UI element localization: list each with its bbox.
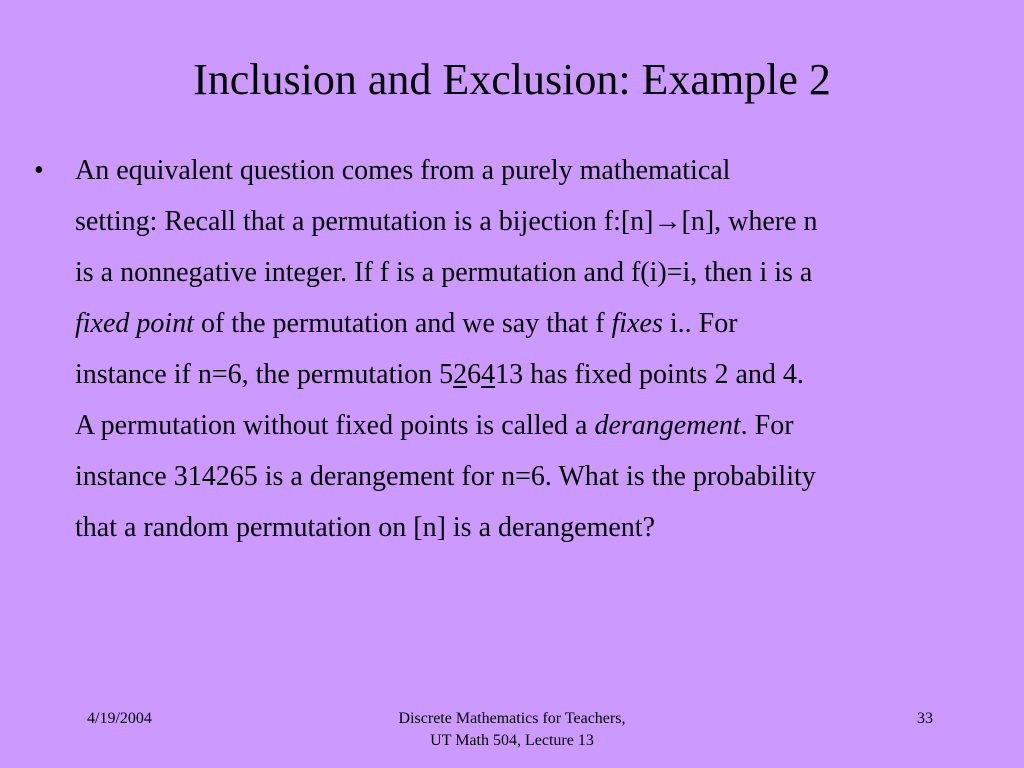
footer-course xyxy=(0,708,1024,752)
text-segment: A permutation without fixed points is called a xyxy=(75,410,595,441)
text-segment: 6 xyxy=(467,359,482,390)
bullet-text xyxy=(75,145,984,553)
term-fixes: fixes xyxy=(611,308,663,339)
bullet-marker: • xyxy=(34,155,44,186)
bullet-line-5 xyxy=(75,349,984,400)
bullet-line-8: that a random permutation on [n] is a derangement? xyxy=(75,512,656,543)
bullet-line-4 xyxy=(75,298,984,349)
footer-course-line-2: UT Math 504, Lecture 13 xyxy=(430,732,594,749)
text-segment: of the permutation and we say that f xyxy=(193,308,612,339)
text-segment: instance if n=6, the permutation 5 xyxy=(75,359,454,390)
bullet-line-3: is a nonnegative integer. If f is a permutation and f(i)=i, then i is a xyxy=(75,257,813,288)
term-derangement: derangement xyxy=(594,410,741,441)
text-segment: i.. For xyxy=(662,308,738,339)
footer-page-number: 33 xyxy=(917,710,933,727)
bullet-line-1: An equivalent question comes from a purely mathematical xyxy=(75,155,731,186)
text-segment: . For xyxy=(740,410,794,441)
bullet-line-2: setting: Recall that a permutation is a bijection f:[n]→[n], where n xyxy=(75,206,818,237)
bullet-line-6 xyxy=(75,400,984,451)
bullet-line-7: instance 314265 is a derangement for n=6. What is the probability xyxy=(75,461,816,492)
fixed-point-digit: 2 xyxy=(453,359,468,390)
footer-date: 4/19/2004 xyxy=(87,710,152,727)
fixed-point-digit: 4 xyxy=(481,359,496,390)
slide-title: Inclusion and Exclusion: Example 2 xyxy=(193,55,831,104)
term-fixed-point: fixed point xyxy=(75,308,194,339)
footer-course-line-1: Discrete Mathematics for Teachers, xyxy=(398,710,626,727)
text-segment: 13 has fixed points 2 and 4. xyxy=(495,359,804,390)
